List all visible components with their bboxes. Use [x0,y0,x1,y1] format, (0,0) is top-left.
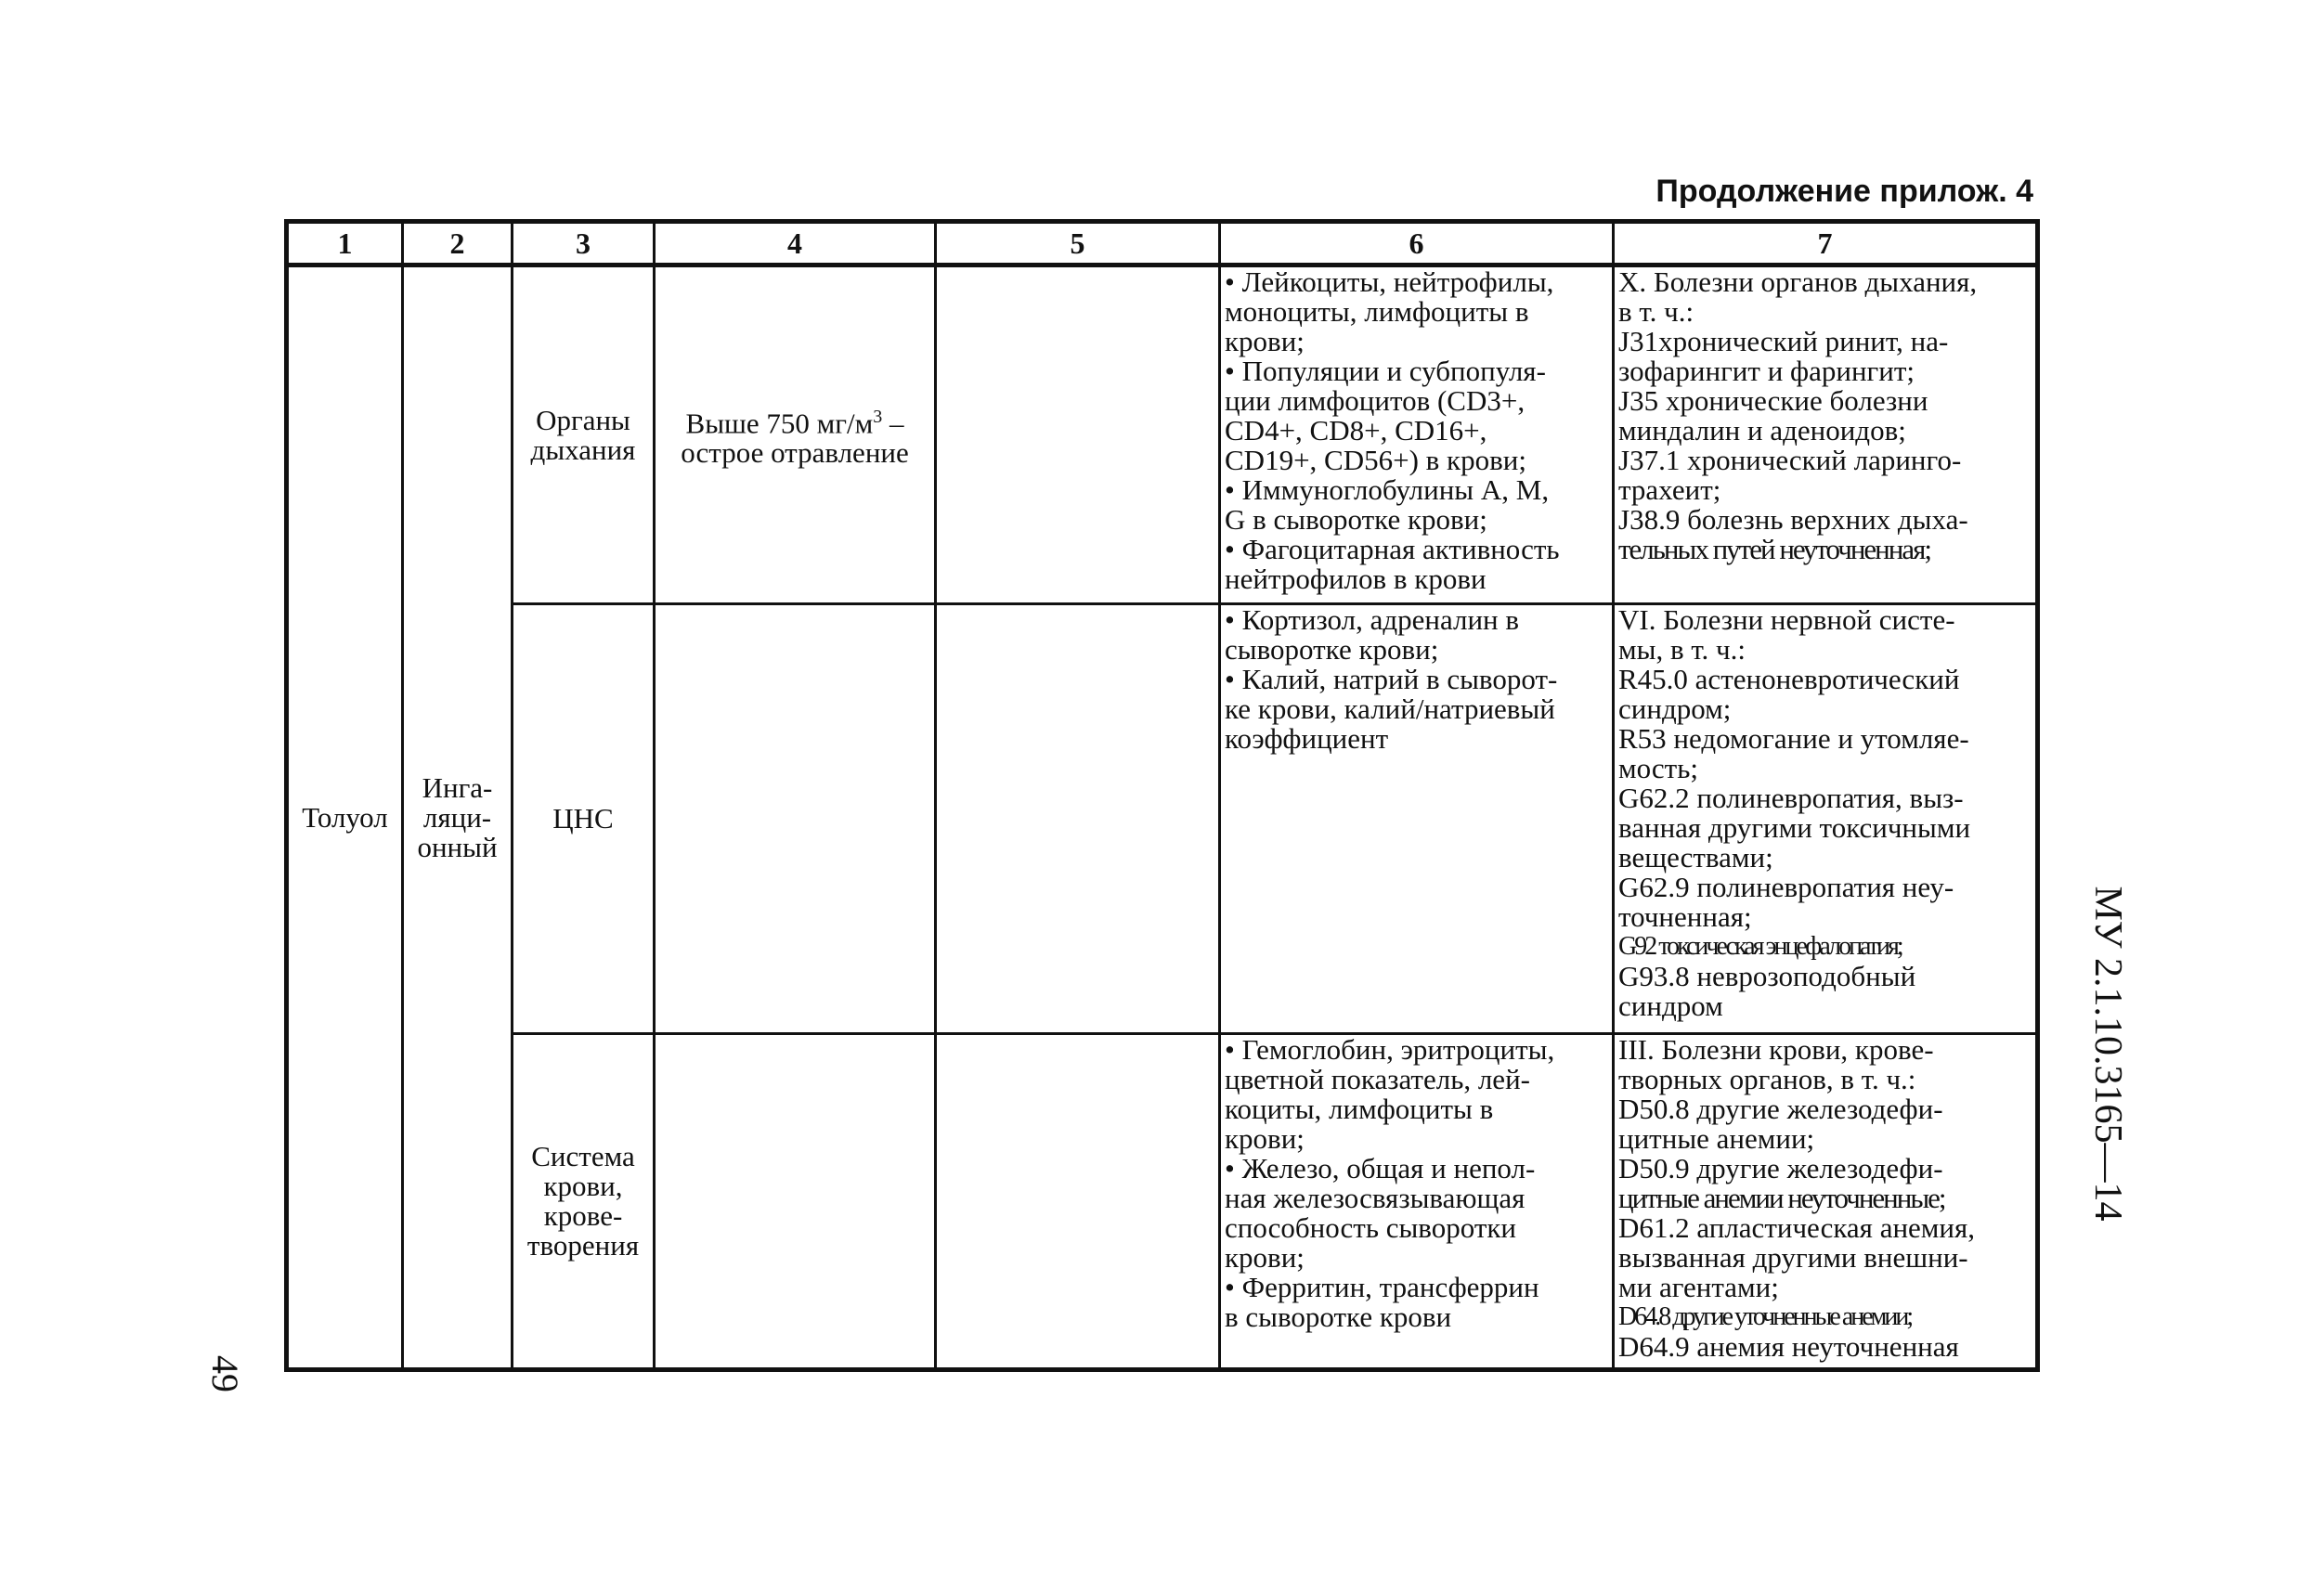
route-line: Инга- [422,770,493,804]
disease-line: D50.8 другие железодефи- [1618,1093,1943,1125]
disease-line: ванная другими токсичными [1618,811,1971,844]
disease-line: G93.8 неврозоподобный [1618,960,1916,992]
diseases-cell [1614,604,2038,1034]
indicator-line: • Фагоцитарная активность [1225,533,1560,565]
indicator-line: в сыворотке крови [1225,1301,1452,1333]
indicator-line: коциты, лимфоциты в [1225,1093,1494,1125]
disease-line: J37.1 хронический ларинго- [1618,444,1962,476]
disease-line: цитные анемии неуточненные; [1618,1182,1945,1214]
disease-line: веществами; [1618,841,1773,874]
exposure-cell [655,1034,936,1370]
indicator-line: нейтрофилов в крови [1225,563,1487,595]
indicator-line: G в сыворотке крови; [1225,503,1487,536]
route-line: онный [417,830,498,863]
disease-line: G62.2 полиневропатия, выз- [1618,782,1964,814]
exposure-cell [655,604,936,1034]
indicator-line: крови; [1225,1122,1305,1155]
disease-line: VI. Болезни нервной систе- [1618,603,1955,636]
disease-line: в т. ч.: [1618,295,1694,328]
substance-cell [287,265,403,1370]
indicator-line: способность сыворотки [1225,1211,1517,1244]
header-cell-6: 6 [1220,222,1614,265]
indicator-line: ции лимфоцитов (CD3+, [1225,384,1526,417]
organ-line: Органы [536,403,630,436]
disease-line: тельных путей неуточненная; [1618,533,1930,565]
indicator-line: CD19+, CD56+) в крови; [1225,444,1526,476]
disease-line: X. Болезни органов дыхания, [1618,265,1978,298]
disease-line: G92 токсическая энцефалопатия; [1618,932,1902,961]
continuation-title: Продолжение прилож. 4 [1655,174,2033,209]
organ-line: Система [531,1140,635,1172]
indicators-cell [1220,604,1614,1034]
organ-cell [513,265,655,604]
disease-line: синдром; [1618,692,1732,725]
empty-cell-col5 [936,265,1220,604]
header-cell-5: 5 [936,222,1220,265]
indicator-line: коэффициент [1225,722,1389,755]
route-cell [403,265,513,1370]
disease-line: миндалин и аденоидов; [1618,414,1906,447]
disease-line: III. Болезни крови, крове- [1618,1033,1934,1066]
header-row [287,222,2038,265]
exposure-line [657,402,932,438]
header-cell-4: 4 [655,222,936,265]
organ-line: крови, [543,1170,623,1202]
indicator-line: • Лейкоциты, нейтрофилы, [1225,265,1554,298]
disease-line: ми агентами; [1618,1271,1779,1303]
disease-line: D50.9 другие железодефи- [1618,1152,1943,1184]
exposure-cell [655,265,936,604]
disease-line: D61.2 апластическая анемия, [1618,1211,1976,1244]
indicator-line: крови; [1225,325,1305,357]
disease-line: трахеит; [1618,473,1721,506]
indicator-line: ная железосвязывающая [1225,1182,1526,1214]
indicator-line: • Калий, натрий в сыворот- [1225,663,1558,695]
diseases-cell [1614,265,2038,604]
table-row [287,1034,2038,1370]
exposure-superscript: 3 [873,406,883,427]
indicator-line: • Гемоглобин, эритроциты, [1225,1033,1555,1066]
indicator-line: • Ферритин, трансферрин [1225,1271,1539,1303]
indicator-line: • Иммуноглобулины A, M, [1225,473,1550,506]
header-cell-3: 3 [513,222,655,265]
disease-line: цитные анемии; [1618,1122,1815,1155]
disease-line: R53 недомогание и утомляе- [1618,722,1969,755]
diseases-cell [1614,1034,2038,1370]
organ-line: крове- [543,1199,623,1232]
empty-cell-col5 [936,1034,1220,1370]
disease-line: творных органов, в т. ч.: [1618,1063,1916,1095]
disease-line: мы, в т. ч.: [1618,633,1746,666]
indicator-line: • Кортизол, адреналин в [1225,603,1520,636]
empty-cell-col5 [936,604,1220,1034]
organ-line: творения [526,1229,640,1262]
indicators-cell [1220,1034,1614,1370]
exposure-main: Выше 750 мг/м [685,407,874,440]
indicator-line: ке крови, калий/натриевый [1225,692,1555,725]
document-code: МУ 2.1.10.3165—14 [2086,886,2129,1222]
table-row [287,604,2038,1034]
header-cell-2: 2 [403,222,513,265]
indicator-line: крови; [1225,1241,1305,1274]
disease-line: мость; [1618,752,1698,784]
substance-name: Толуол [302,800,388,834]
route-line: ляци- [422,800,492,834]
indicator-line: сыворотке крови; [1225,633,1439,666]
indicator-line: • Железо, общая и непол- [1225,1152,1536,1184]
disease-line: вызванная другими внешни- [1618,1241,1968,1274]
disease-line: D64.9 анемия неуточненная [1618,1330,1959,1363]
disease-line: R45.0 астеноневротический [1618,663,1960,695]
exposure-tail: – [882,407,904,440]
indicator-line: моноциты, лимфоциты в [1225,295,1529,328]
header-cell-7: 7 [1614,222,2038,265]
organ-line: дыхания [530,433,636,466]
header-cell-1: 1 [287,222,403,265]
indicator-line: цветной показатель, лей- [1225,1063,1530,1095]
organ-cell [513,604,655,1034]
disease-line: J35 хронические болезни [1618,384,1928,417]
disease-line: зофарингит и фарингит; [1618,355,1915,387]
disease-line: J31хронический ринит, на- [1618,325,1949,357]
disease-line: J38.9 болезнь верхних дыха- [1618,503,1968,536]
disease-line: точненная; [1618,900,1752,933]
indicator-line: • Популяции и субпопуля- [1225,355,1546,387]
organ-cell [513,1034,655,1370]
indicator-line: CD4+, CD8+, CD16+, [1225,414,1487,447]
disease-line: G62.9 полиневропатия неу- [1618,871,1954,903]
exposure-line-2: острое отравление [681,436,909,470]
indicators-cell [1220,265,1614,604]
disease-line: D64.8 другие уточненные анемии; [1618,1302,1912,1331]
substance-table [284,219,2040,1372]
table-row [287,265,2038,604]
disease-line: синдром [1618,990,1723,1022]
page-number: 49 [204,1355,246,1392]
organ-line: ЦНС [552,802,614,835]
